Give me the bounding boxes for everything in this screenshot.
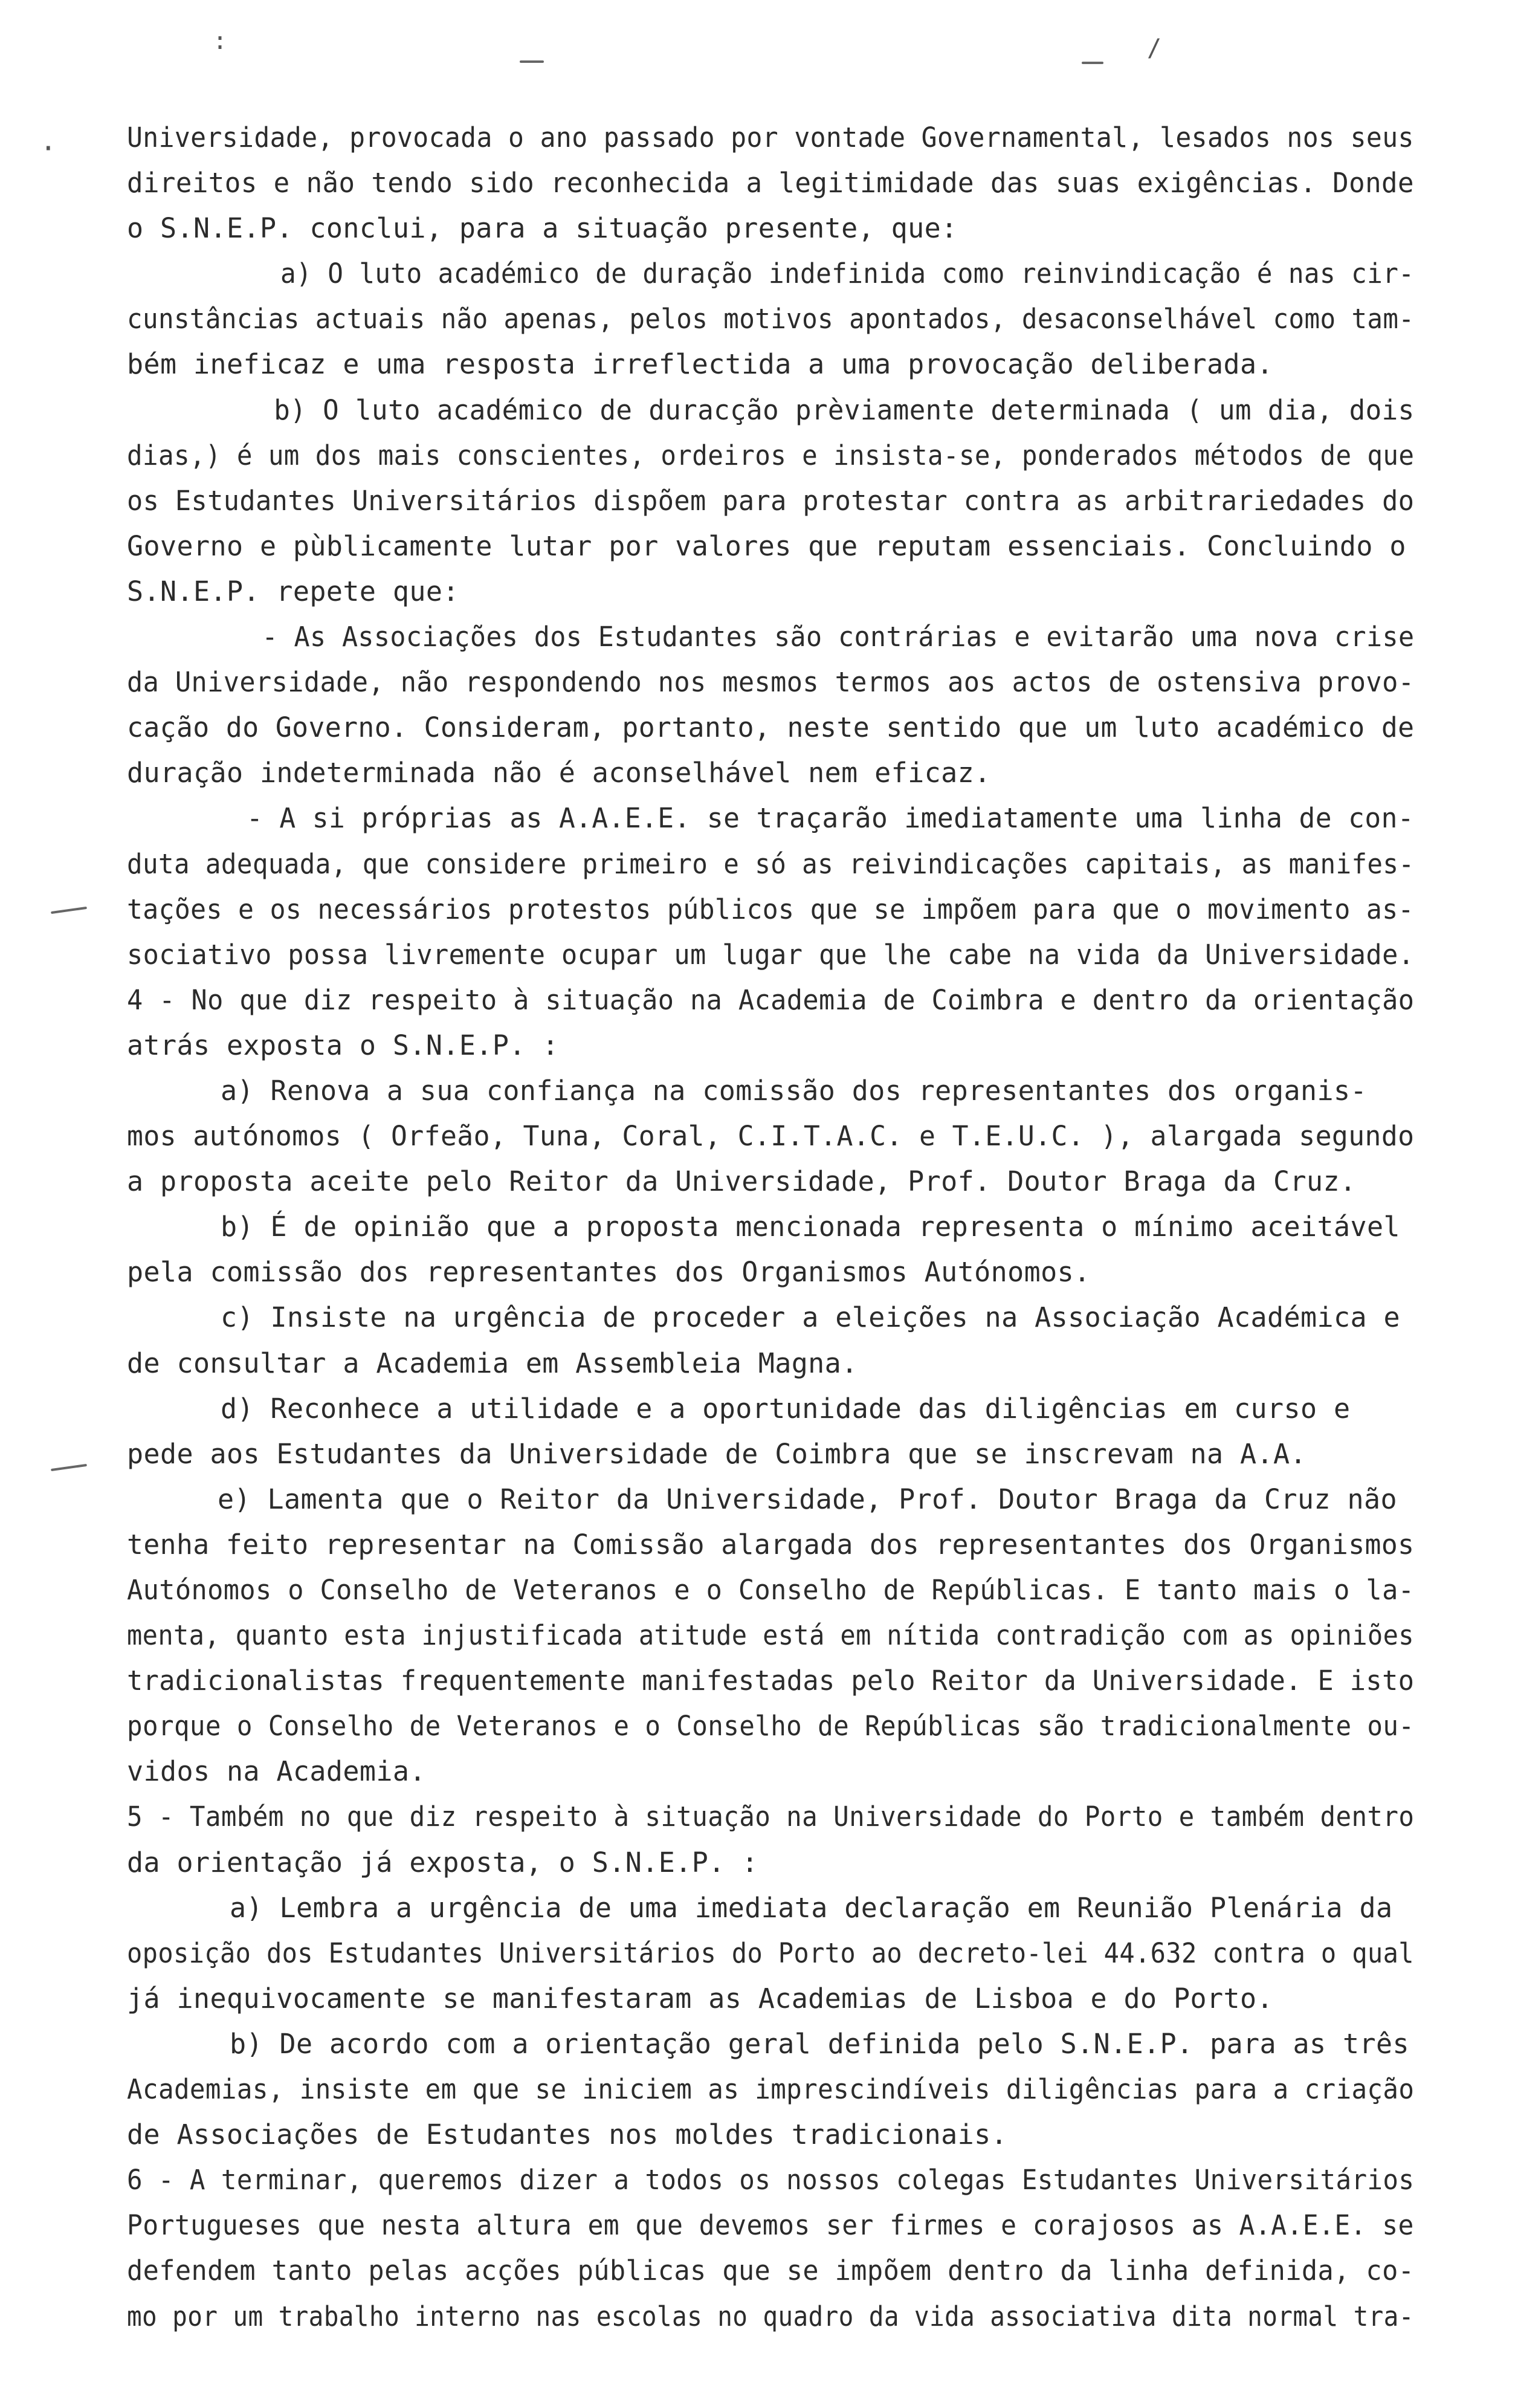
text-line: Governo e pùblicamente lutar por valores que reputam essenciais. Concluindo o — [127, 529, 1406, 562]
text-line: S.N.E.P. repete que: — [127, 575, 459, 607]
text-line: sociativo possa livremente ocupar um lugar que lhe cabe na vida da Universidade. — [127, 938, 1415, 971]
text-line: 6 - A terminar, queremos dizer a todos os nossos colegas Estudantes Universitários — [127, 2164, 1415, 2196]
text-line: pela comissão dos representantes dos Organismos Autónomos. — [127, 1256, 1091, 1289]
text-line: vidos na Academia. — [127, 1755, 426, 1788]
page-mark: / — [1147, 34, 1162, 62]
text-line: a proposta aceite pelo Reitor da Universidade, Prof. Doutor Braga da Cruz. — [127, 1165, 1357, 1198]
text-line: direitos e não tendo sido reconhecida a legitimidade das suas exigências. Donde — [127, 167, 1414, 199]
text-line: de consultar a Academia em Assembleia Magna. — [127, 1347, 858, 1379]
text-line: os Estudantes Universitários dispõem para protestar contra as arbitrariedades do — [127, 484, 1415, 517]
scan-mark — [520, 60, 544, 63]
text-line: b) O luto académico de duracção prèviamente determinada ( um dia, dois — [274, 393, 1415, 426]
scan-mark — [1082, 62, 1103, 64]
text-line: - A si próprias as A.A.E.E. se traçarão imediatamente uma linha de con- — [246, 802, 1415, 835]
text-line: a) Renova a sua confiança na comissão dos representantes dos organis- — [221, 1074, 1367, 1107]
text-line: tradicionalistas frequentemente manifestadas pelo Reitor da Universidade. E isto — [127, 1665, 1415, 1697]
text-line: cunstâncias actuais não apenas, pelos motivos apontados, desaconselhável como tam- — [127, 303, 1415, 335]
text-line: da Universidade, não respondendo nos mesmos termos aos actos de ostensiva provo- — [127, 666, 1415, 699]
text-line: Autónomos o Conselho de Veteranos e o Conselho de Repúblicas. E tanto mais o la- — [127, 1574, 1415, 1606]
text-line: já inequivocamente se manifestaram as Academias de Lisboa e do Porto. — [127, 1982, 1273, 2015]
text-line: duração indeterminada não é aconselhável nem eficaz. — [127, 757, 991, 789]
text-line: bém ineficaz e uma resposta irreflectida a uma provocação deliberada. — [127, 348, 1273, 381]
text-line: defendem tanto pelas acções públicas que se impõem dentro da linha definida, co- — [127, 2254, 1415, 2287]
text-line: tenha feito representar na Comissão alargada dos representantes dos Organismos — [127, 1528, 1415, 1561]
text-line: Universidade, provocada o ano passado por vontade Governamental, lesados nos seus — [127, 121, 1414, 154]
document-body — [127, 115, 1414, 2339]
text-line: d) Reconhece a utilidade e a oportunidade das diligências em curso e — [221, 1392, 1351, 1425]
text-line: menta, quanto esta injustificada atitude está em nítida contradição com as opiniões — [127, 1619, 1414, 1652]
text-line: dias,) é um dos mais conscientes, ordeiros e insista-se, ponderados métodos de que — [127, 439, 1415, 471]
text-line: pede aos Estudantes da Universidade de Coimbra que se inscrevam na A.A. — [127, 1437, 1306, 1470]
text-line: Academias, insiste em que se iniciem as imprescindíveis diligências para a criação — [127, 2073, 1415, 2106]
text-line: 4 - No que diz respeito à situação na Academia de Coimbra e dentro da orientação — [127, 983, 1415, 1016]
text-line: - As Associações dos Estudantes são contrárias e evitarão uma nova crise — [262, 621, 1415, 653]
margin-mark — [51, 1464, 87, 1471]
margin-mark: : — [213, 27, 228, 55]
text-line: da orientação já exposta, o S.N.E.P. : — [127, 1846, 758, 1879]
text-line: cação do Governo. Consideram, portanto, neste sentido que um luto académico de — [127, 711, 1415, 744]
text-line: atrás exposta o S.N.E.P. : — [127, 1029, 559, 1061]
text-line: 5 - Também no que diz respeito à situação na Universidade do Porto e também dentro — [127, 1801, 1415, 1833]
text-line: a) O luto académico de duração indefinida como reinvindicação é nas cir- — [280, 257, 1415, 290]
text-line: Portugueses que nesta altura em que devemos ser firmes e corajosos as A.A.E.E. se — [127, 2209, 1414, 2242]
text-line: a) Lembra a urgência de uma imediata declaração em Reunião Plenária da — [230, 1891, 1393, 1924]
text-line: o S.N.E.P. conclui, para a situação presente, que: — [127, 212, 958, 245]
text-line: mo por um trabalho interno nas escolas no quadro da vida associativa dita normal tra- — [127, 2300, 1414, 2332]
text-line: oposição dos Estudantes Universitários do Porto ao decreto-lei 44.632 contra o qual — [127, 1937, 1414, 1969]
text-line: b) É de opinião que a proposta mencionada representa o mínimo aceitável — [221, 1211, 1400, 1243]
text-line: e) Lamenta que o Reitor da Universidade, Prof. Doutor Braga da Cruz não — [218, 1483, 1397, 1515]
text-line: de Associações de Estudantes nos moldes tradicionais. — [127, 2118, 1008, 2151]
text-line: duta adequada, que considere primeiro e só as reivindicações capitais, as manifes- — [127, 847, 1415, 880]
margin-mark: · — [40, 132, 57, 164]
text-line: tações e os necessários protestos públicos que se impõem para que o movimento as- — [127, 893, 1414, 925]
text-line: mos autónomos ( Orfeão, Tuna, Coral, C.I.T.A.C. e T.E.U.C. ), alargada segundo — [127, 1120, 1415, 1153]
margin-mark — [51, 907, 87, 914]
text-line: porque o Conselho de Veteranos e o Conselho de Repúblicas são tradicionalmente ou- — [127, 1710, 1415, 1743]
text-line: c) Insiste na urgência de proceder a eleições na Associação Académica e — [221, 1301, 1400, 1334]
text-line: b) De acordo com a orientação geral definida pelo S.N.E.P. para as três — [230, 2027, 1409, 2060]
